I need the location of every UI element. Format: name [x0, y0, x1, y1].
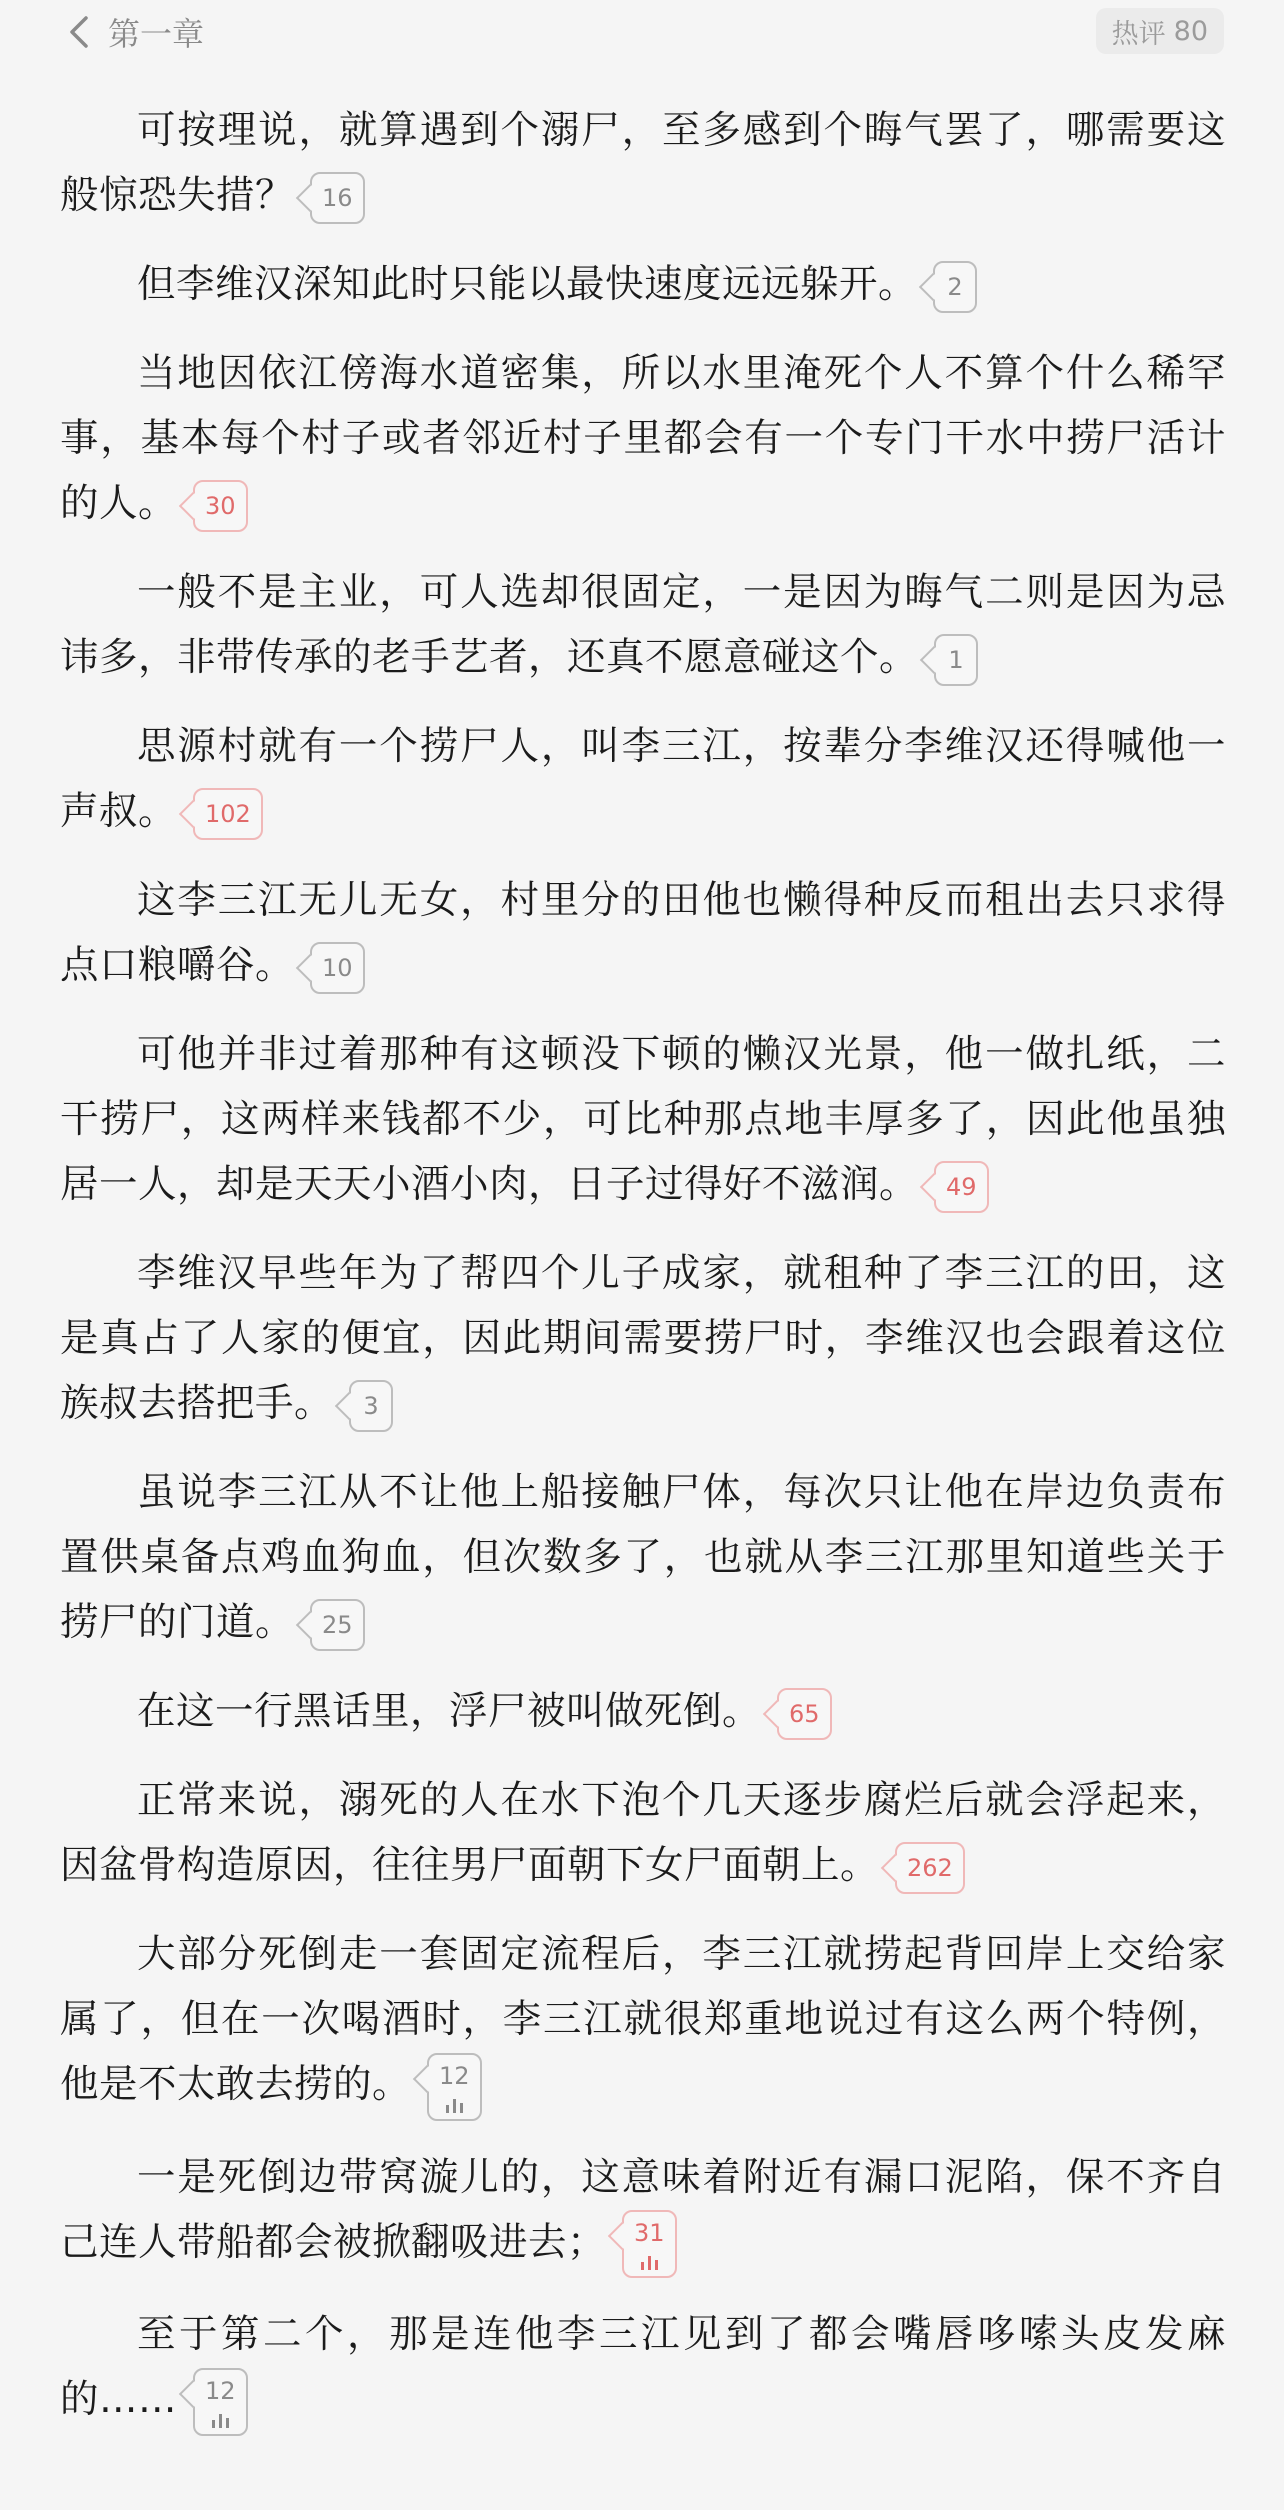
top-bar: [0, 0, 1284, 64]
comment-count: 12: [439, 2061, 470, 2090]
paragraph: [60, 1241, 1226, 1436]
hot-comments-button[interactable]: [1096, 8, 1224, 54]
comment-bubble[interactable]: 10: [310, 942, 365, 994]
paragraph-text: 一是死倒边带窝漩儿的，这意味着附近有漏口泥陷，保不齐自己连人带船都会被掀翻吸进去；: [60, 2154, 1226, 2265]
bar-chart-icon: [634, 2252, 665, 2270]
paragraph-text: 这李三江无儿无女，村里分的田他也懒得种反而租出去只求得点口粮嚼谷。: [60, 878, 1226, 988]
paragraph-text: 但李维汉深知此时只能以最快速度远远躲开。: [137, 262, 918, 307]
paragraph: [60, 252, 1226, 317]
paragraph: [60, 2302, 1226, 2436]
comment-bubble[interactable]: 16: [310, 172, 365, 224]
paragraph-text: 可按理说，就算遇到个溺尸，至多感到个晦气罢了，哪需要这般惊恐失措？: [60, 108, 1226, 218]
paragraph: [60, 1460, 1226, 1655]
paragraph: [60, 1022, 1226, 1217]
paragraph-text: 虽说李三江从不让他上船接触尸体，每次只让他在岸边负责布置供桌备点鸡血狗血，但次数多了，也就从李三江那里知道些关于捞尸的门道。: [60, 1470, 1226, 1645]
paragraph: [60, 868, 1226, 998]
paragraph-text: 在这一行黑话里，浮尸被叫做死倒。: [137, 1689, 762, 1734]
comment-count: 12: [205, 2376, 236, 2405]
hot-comments-count: 80: [1173, 15, 1208, 47]
bar-chart-icon: [439, 2095, 470, 2113]
paragraph-text: 李维汉早些年为了帮四个儿子成家，就租种了李三江的田，这是真占了人家的便宜，因此期间需要捞尸时，李维汉也会跟着这位族叔去搭把手。: [60, 1251, 1226, 1426]
chevron-left-icon: [66, 14, 94, 50]
comment-bubble[interactable]: 65: [777, 1688, 832, 1740]
paragraph: [60, 1922, 1226, 2121]
comment-bubble[interactable]: [427, 2053, 482, 2121]
chapter-title: 第一章: [108, 15, 205, 53]
paragraph-text: 当地因依江傍海水道密集，所以水里淹死个人不算个什么稀罕事，基本每个村子或者邻近村子里都会有一个专门干水中捞尸活计的人。: [60, 351, 1226, 526]
comment-bubble[interactable]: [193, 2368, 248, 2436]
paragraph: [60, 560, 1226, 690]
comment-bubble[interactable]: 262: [895, 1842, 965, 1894]
paragraph: [60, 1768, 1226, 1898]
back-button[interactable]: [66, 10, 204, 54]
comment-bubble[interactable]: 1: [934, 634, 978, 686]
paragraph: [60, 714, 1226, 844]
comment-bubble[interactable]: [622, 2210, 677, 2278]
comment-count: 31: [634, 2219, 665, 2247]
comment-bubble[interactable]: 25: [310, 1599, 365, 1651]
comment-bubble[interactable]: 30: [193, 480, 248, 532]
comment-bubble[interactable]: 2: [933, 261, 977, 313]
paragraph-text: 大部分死倒走一套固定流程后，李三江就捞起背回岸上交给家属了，但在一次喝酒时，李三江就很郑重地说过有这么两个特例，他是不太敢去捞的。: [60, 1932, 1226, 2107]
chapter-content: [60, 98, 1226, 2460]
paragraph: [60, 98, 1226, 228]
paragraph: [60, 341, 1226, 536]
hot-comments-label: 热评: [1111, 18, 1166, 50]
paragraph: [60, 1679, 1226, 1744]
bar-chart-icon: [205, 2410, 236, 2428]
paragraph-text: 至于第二个，那是连他李三江见到了都会嘴唇哆嗦头皮发麻的……: [60, 2312, 1226, 2422]
comment-bubble[interactable]: 3: [349, 1380, 393, 1432]
comment-bubble[interactable]: 49: [934, 1161, 989, 1213]
paragraph-text: 可他并非过着那种有这顿没下顿的懒汉光景，他一做扎纸，二干捞尸，这两样来钱都不少，可比种那点地丰厚多了，因此他虽独居一人，却是天天小酒小肉，日子过得好不滋润。: [60, 1032, 1226, 1207]
comment-bubble[interactable]: 102: [193, 788, 263, 840]
paragraph: [60, 2145, 1226, 2279]
paragraph-text: 一般不是主业，可人选却很固定，一是因为晦气二则是因为忌讳多，非带传承的老手艺者，还真不愿意碰这个。: [60, 570, 1226, 680]
paragraph-text: 正常来说，溺死的人在水下泡个几天逐步腐烂后就会浮起来，因盆骨构造原因，往往男尸面朝下女尸面朝上。: [60, 1778, 1226, 1888]
paragraph-text: 思源村就有一个捞尸人，叫李三江，按辈分李维汉还得喊他一声叔。: [60, 724, 1226, 834]
